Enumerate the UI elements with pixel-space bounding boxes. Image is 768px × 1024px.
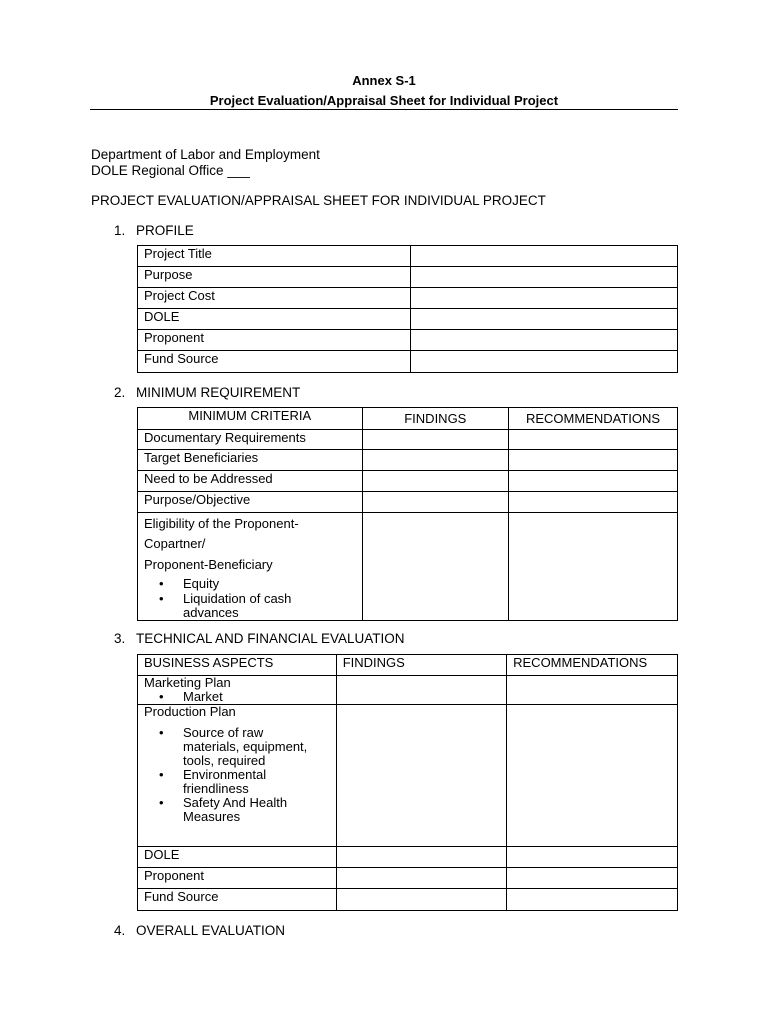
profile-value-cell[interactable] bbox=[410, 330, 677, 351]
profile-label: Proponent bbox=[138, 330, 411, 351]
production-bullet-list bbox=[138, 726, 330, 824]
regional-office: DOLE Regional Office ___ bbox=[91, 163, 250, 178]
production-plan-cell bbox=[138, 705, 337, 847]
findings-cell[interactable] bbox=[362, 471, 509, 492]
table-header-row bbox=[138, 408, 678, 430]
table-row bbox=[138, 430, 678, 450]
section-title: PROFILE bbox=[136, 223, 194, 238]
list-item: • Safety And Health Measures bbox=[138, 796, 312, 824]
column-header: MINIMUM CRITERIA bbox=[138, 408, 363, 430]
table-row bbox=[138, 267, 678, 288]
findings-cell[interactable] bbox=[336, 868, 506, 889]
aspect-label: Proponent bbox=[138, 868, 337, 889]
recommendations-cell[interactable] bbox=[507, 868, 678, 889]
marketing-plan-label: Marketing Plan bbox=[144, 675, 231, 690]
profile-label: DOLE bbox=[138, 309, 411, 330]
eligibility-cell bbox=[138, 513, 363, 621]
findings-cell[interactable] bbox=[362, 513, 509, 621]
profile-label: Project Cost bbox=[138, 288, 411, 309]
profile-label: Purpose bbox=[138, 267, 411, 288]
document-subtitle: Project Evaluation/Appraisal Sheet for Individual Project bbox=[209, 93, 559, 108]
table-row bbox=[138, 450, 678, 471]
list-item: • Equity bbox=[138, 577, 356, 591]
table-row bbox=[138, 868, 678, 889]
column-header: RECOMMENDATIONS bbox=[509, 408, 678, 430]
recommendations-cell[interactable] bbox=[507, 705, 678, 847]
section-title: OVERALL EVALUATION bbox=[136, 923, 286, 938]
eligibility-line: Copartner/ bbox=[144, 536, 206, 551]
aspect-label: Fund Source bbox=[138, 889, 337, 911]
table-row bbox=[138, 889, 678, 911]
list-item: • Market bbox=[138, 690, 330, 704]
table-row bbox=[138, 705, 678, 847]
section-heading-technical-financial bbox=[114, 631, 405, 646]
table-row bbox=[138, 246, 678, 267]
profile-value-cell[interactable] bbox=[410, 351, 677, 373]
production-plan-label: Production Plan bbox=[144, 704, 236, 719]
eligibility-line: Eligibility of the Proponent- bbox=[144, 516, 299, 531]
list-item: • Liquidation of cash advances bbox=[138, 592, 356, 620]
eligibility-line: Proponent-Beneficiary bbox=[144, 557, 273, 572]
recommendations-cell[interactable] bbox=[509, 492, 678, 513]
table-row bbox=[138, 471, 678, 492]
table-row bbox=[138, 676, 678, 705]
findings-cell[interactable] bbox=[336, 889, 506, 911]
table-row bbox=[138, 847, 678, 868]
section-number: 4. bbox=[114, 923, 126, 938]
table-row bbox=[138, 330, 678, 351]
aspect-label: DOLE bbox=[138, 847, 337, 868]
minimum-requirement-table bbox=[137, 407, 678, 621]
marketing-bullet-list bbox=[138, 690, 330, 704]
column-header: RECOMMENDATIONS bbox=[507, 655, 678, 676]
profile-table bbox=[137, 245, 678, 373]
findings-cell[interactable] bbox=[362, 492, 509, 513]
section-number: 3. bbox=[114, 631, 126, 646]
technical-financial-table bbox=[137, 654, 678, 911]
agency-name: Department of Labor and Employment bbox=[91, 147, 320, 162]
column-header: FINDINGS bbox=[362, 408, 509, 430]
findings-cell[interactable] bbox=[336, 847, 506, 868]
main-title: PROJECT EVALUATION/APPRAISAL SHEET FOR INDIVIDUAL PROJECT bbox=[91, 193, 546, 208]
findings-cell[interactable] bbox=[336, 705, 506, 847]
marketing-plan-cell bbox=[138, 676, 337, 705]
recommendations-cell[interactable] bbox=[509, 450, 678, 471]
table-row bbox=[138, 351, 678, 373]
criteria-label: Target Beneficiaries bbox=[138, 450, 363, 471]
header-divider bbox=[90, 109, 678, 110]
column-header: FINDINGS bbox=[336, 655, 506, 676]
section-number: 1. bbox=[114, 223, 126, 238]
table-row bbox=[138, 492, 678, 513]
profile-value-cell[interactable] bbox=[410, 288, 677, 309]
column-header: BUSINESS ASPECTS bbox=[138, 655, 337, 676]
table-row bbox=[138, 513, 678, 621]
recommendations-cell[interactable] bbox=[507, 889, 678, 911]
recommendations-cell[interactable] bbox=[509, 430, 678, 450]
section-number: 2. bbox=[114, 385, 126, 400]
findings-cell[interactable] bbox=[362, 430, 509, 450]
findings-cell[interactable] bbox=[362, 450, 509, 471]
profile-label: Fund Source bbox=[138, 351, 411, 373]
table-header-row bbox=[138, 655, 678, 676]
criteria-label: Documentary Requirements bbox=[138, 430, 363, 450]
annex-label: Annex S-1 bbox=[352, 73, 416, 88]
list-item: • Source of raw materials, equipment, tools, required bbox=[138, 726, 312, 768]
findings-cell[interactable] bbox=[336, 676, 506, 705]
eligibility-bullet-list bbox=[138, 577, 356, 620]
table-row bbox=[138, 309, 678, 330]
recommendations-cell[interactable] bbox=[509, 513, 678, 621]
section-heading-profile bbox=[114, 223, 194, 238]
profile-value-cell[interactable] bbox=[410, 267, 677, 288]
section-heading-minimum-requirement bbox=[114, 385, 300, 400]
criteria-label: Purpose/Objective bbox=[138, 492, 363, 513]
criteria-label: Need to be Addressed bbox=[138, 471, 363, 492]
section-title: TECHNICAL AND FINANCIAL EVALUATION bbox=[136, 631, 405, 646]
profile-value-cell[interactable] bbox=[410, 246, 677, 267]
section-heading-overall-evaluation bbox=[114, 923, 285, 938]
profile-label: Project Title bbox=[138, 246, 411, 267]
profile-value-cell[interactable] bbox=[410, 309, 677, 330]
table-row bbox=[138, 288, 678, 309]
recommendations-cell[interactable] bbox=[507, 676, 678, 705]
list-item: • Environmental friendliness bbox=[138, 768, 312, 796]
section-title: MINIMUM REQUIREMENT bbox=[136, 385, 301, 400]
recommendations-cell[interactable] bbox=[509, 471, 678, 492]
recommendations-cell[interactable] bbox=[507, 847, 678, 868]
